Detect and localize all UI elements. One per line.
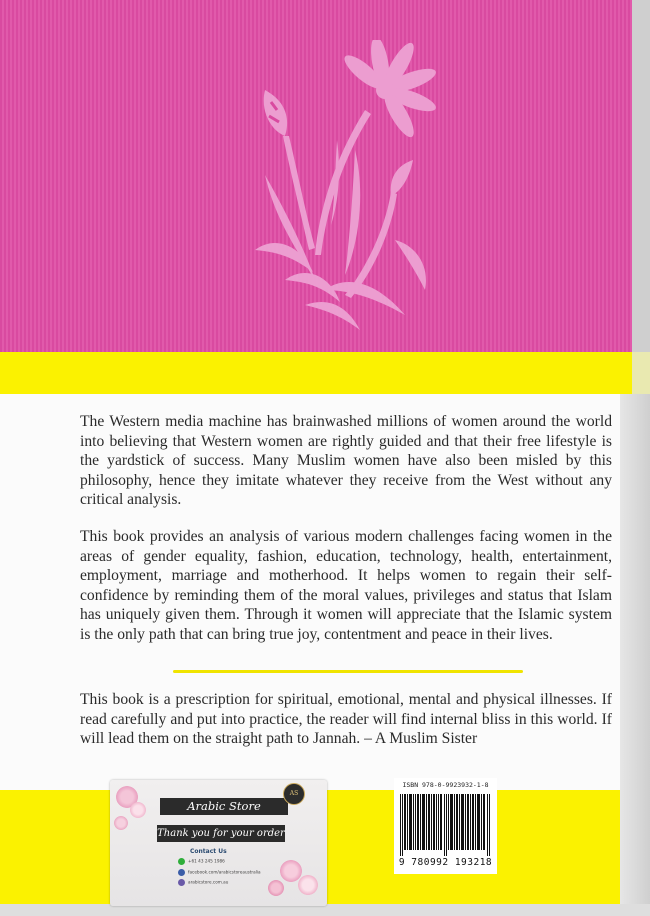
store-sticker — [110, 780, 327, 906]
flower-ornament-icon — [245, 40, 445, 340]
globe-icon — [178, 879, 185, 886]
thank-you-text: Thank you for your order — [157, 825, 285, 842]
logo-text: AS — [289, 790, 299, 797]
isbn-text: ISBN 978-0-9923932-1-8 — [402, 781, 489, 789]
contact-website-row — [178, 879, 228, 886]
website-text: arabicstore.com.au — [188, 879, 229, 885]
facebook-text: facebook.com/arabicstoreaustralia — [188, 869, 261, 875]
description-paragraph-1: The Western media machine has brainwashed millions of women around the world into believing that Western women are rightly guided and that their free lifestyle is the yardstick of success. Many Muslim women have also been misled by this philosophy, hence they imitate whatever they receive from the West without any critical analysis. — [80, 413, 612, 509]
scan-edge — [632, 352, 650, 394]
blossom-decoration — [268, 880, 284, 896]
description-paragraph-2: This book provides an analysis of various modern challenges facing women in the areas of gender equality, fashion, education, technology, health, entertainment, employment, marriage and motherhood. It helps women to regain their self-confidence by reminding them of the moral values, privileges and status that Islam has uniquely given them. Through it women will appreciate that the Islamic system is the only path that can bring true joy, contentment and peace in their lives. — [80, 528, 612, 643]
blossom-decoration — [114, 816, 128, 830]
store-logo — [283, 783, 305, 805]
yellow-band-top — [0, 352, 632, 394]
phone-text: +61 43 245 1986 — [188, 858, 225, 864]
store-name: Arabic Store — [160, 798, 288, 815]
phone-icon — [178, 858, 185, 865]
blossom-decoration — [130, 802, 146, 818]
scan-edge — [632, 0, 650, 352]
contact-title: Contact Us — [190, 848, 227, 855]
contact-phone-row — [178, 858, 225, 865]
barcode-icon — [400, 794, 491, 856]
barcode-box — [394, 778, 497, 874]
contact-facebook-row — [178, 869, 261, 876]
description-paragraph-3: This book is a prescription for spiritual, emotional, mental and physical illnesses. If read carefully and put into practice, the reader will find internal bliss in this world. If will lead them on the straight path to Jannah. – A Muslim Sister — [80, 691, 612, 748]
divider-line — [173, 670, 523, 673]
blossom-decoration — [298, 875, 318, 895]
barcode-number: 9 780992 193218 — [398, 857, 493, 868]
scan-edge — [620, 394, 650, 916]
facebook-icon — [178, 869, 185, 876]
